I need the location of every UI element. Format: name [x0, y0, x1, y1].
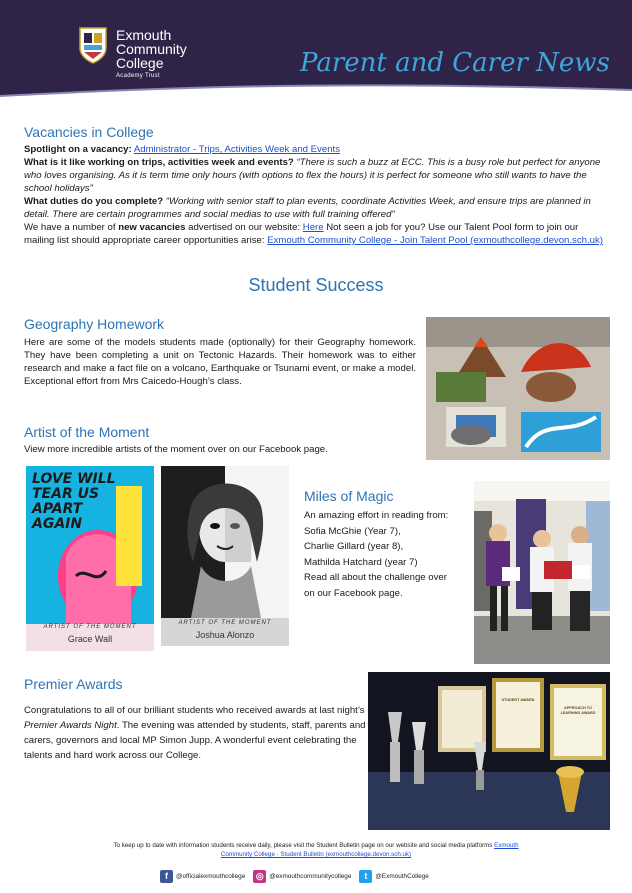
miles-reader-mathilda: Mathilda Hatchard (year 7) — [304, 556, 418, 568]
instagram-icon[interactable]: ◎ — [253, 870, 266, 883]
artist-heading: Artist of the Moment — [24, 424, 150, 440]
newsletter-title: Parent and Carer News — [300, 48, 610, 78]
trips-answer: “There is such a buzz at ECC. This is a busy role but perfect for anyone who loves organising. As it is term time only hours (with options to flex the hours) it is perfect for someone who still wants to have the school holidays” — [24, 157, 601, 194]
trips-question-paragraph — [24, 156, 608, 195]
miles-of-magic-heading: Miles of Magic — [304, 488, 394, 504]
geography-models-photo — [426, 317, 610, 460]
trips-question: What is it like working on trips, activities week and events? — [24, 157, 294, 168]
artwork-joshua-alonzo — [161, 466, 289, 646]
premier-awards-night: Premier Awards Night — [24, 720, 117, 731]
facebook-icon[interactable]: f — [160, 870, 173, 883]
spotlight-label: Spotlight on a vacancy: — [24, 144, 132, 155]
miles-line-6: on our Facebook page. — [304, 587, 403, 599]
college-crest-icon — [78, 26, 108, 64]
vacancies-text-mid: advertised on our website: — [188, 222, 301, 233]
geography-body: Here are some of the models students made (optionally) for their Geography homework. They have been completing a unit on Tectonic Hazards. Their homework was to either research and make a fact file on a volcano, Earthquake or Tsunami event, or make a model. Exceptional effort from Mrs Caicedo-Hough’s class. — [24, 337, 416, 387]
miles-line-1: An amazing effort in reading from: — [304, 510, 449, 521]
premier-awards-photo — [368, 672, 610, 830]
footer-bulletin-message: To keep up to date with information students receive daily, please visit the Student Bulletin page on our website and social media platforms — [113, 842, 493, 849]
facebook-handle[interactable]: @officialexmouthcollege — [176, 872, 246, 880]
geography-heading: Geography Homework — [24, 316, 165, 332]
spotlight-line — [24, 143, 608, 156]
award-certificate-text-1: STUDENT AWARD — [501, 698, 535, 702]
miles-of-magic-body — [304, 508, 474, 601]
vacancies-heading: Vacancies in College — [24, 124, 154, 140]
student-success-heading: Student Success — [248, 275, 384, 295]
miles-reader-charlie: Charlie Gillard (year 8), — [304, 541, 404, 552]
artist-caption-label-2: ARTIST OF THE MOMENT — [178, 620, 272, 626]
vacancies-text-rest: Not seen a job for you? Use our Talent Pool form to join our mailing list should appropriate career opportunities arise: — [24, 222, 579, 246]
school-name-line1: Exmouth — [116, 27, 172, 43]
artist-body: View more incredible artists of the moment over on our Facebook page. — [24, 444, 328, 455]
vacancies-text-start: We have a number of — [24, 222, 116, 233]
vacancies-text-bold: new vacancies — [118, 222, 186, 233]
miles-line-5: Read all about the challenge over — [304, 572, 447, 583]
vacancies-here-link[interactable]: Here — [302, 222, 324, 233]
social-media-bar — [160, 869, 437, 883]
duties-answer: “Working with senior staff to plan events, coordinate Activities Week, and ensure trips are planned in detail. There are certain programmes and social medias to use with full training offered” — [24, 196, 591, 220]
new-vacancies-paragraph — [24, 221, 608, 247]
artist-name-grace-wall: Grace Wall — [67, 634, 113, 644]
twitter-icon[interactable]: t — [359, 870, 372, 883]
premier-text-start: Congratulations to all of our brilliant students who received awards at last night’s — [24, 705, 365, 716]
talent-pool-link[interactable]: Exmouth Community College - Join Talent Pool (exmouthcollege.devon.sch.uk) — [267, 235, 603, 246]
school-name-line3: College — [116, 55, 164, 71]
instagram-handle[interactable]: @exmouthcommunitycollege — [269, 872, 352, 880]
artwork-grace-wall — [26, 466, 154, 651]
duties-question: What duties do you complete? — [24, 196, 164, 207]
artwork-lyric-text: LOVE WILL TEAR US APART AGAIN — [32, 471, 116, 532]
student-bulletin-link[interactable]: Exmouth Community College - Student Bulletin (exmouthcollege.devon.sch.uk) — [220, 842, 519, 858]
premier-awards-body — [24, 703, 368, 763]
premier-text-rest: . The evening was attended by students, staff, parents and carers, governors and local MP Simon Jupp. A wonderful event celebrating the talents and hard work across our College. — [24, 720, 366, 761]
artist-caption-label-1: ARTIST OF THE MOMENT — [43, 624, 137, 630]
school-name-line2: Community — [116, 41, 187, 57]
footer-bulletin-text — [100, 841, 532, 859]
school-name — [116, 28, 187, 80]
twitter-handle[interactable]: @ExmouthCollege — [375, 872, 429, 880]
vacancies-body — [24, 143, 608, 247]
spotlight-vacancy-link[interactable]: Administrator - Trips, Activities Week and Events — [133, 144, 340, 155]
miles-of-magic-photo — [474, 481, 610, 664]
award-certificate-text-2: APPROACH TO LEARNING AWARD — [560, 706, 596, 715]
premier-awards-heading: Premier Awards — [24, 676, 123, 692]
artist-name-joshua-alonzo: Joshua Alonzo — [195, 630, 255, 640]
academy-trust: Academy Trust — [116, 73, 160, 79]
miles-reader-sofia: Sofia McGhie (Year 7), — [304, 525, 401, 537]
header-banner — [0, 0, 632, 112]
duties-question-paragraph — [24, 195, 608, 221]
